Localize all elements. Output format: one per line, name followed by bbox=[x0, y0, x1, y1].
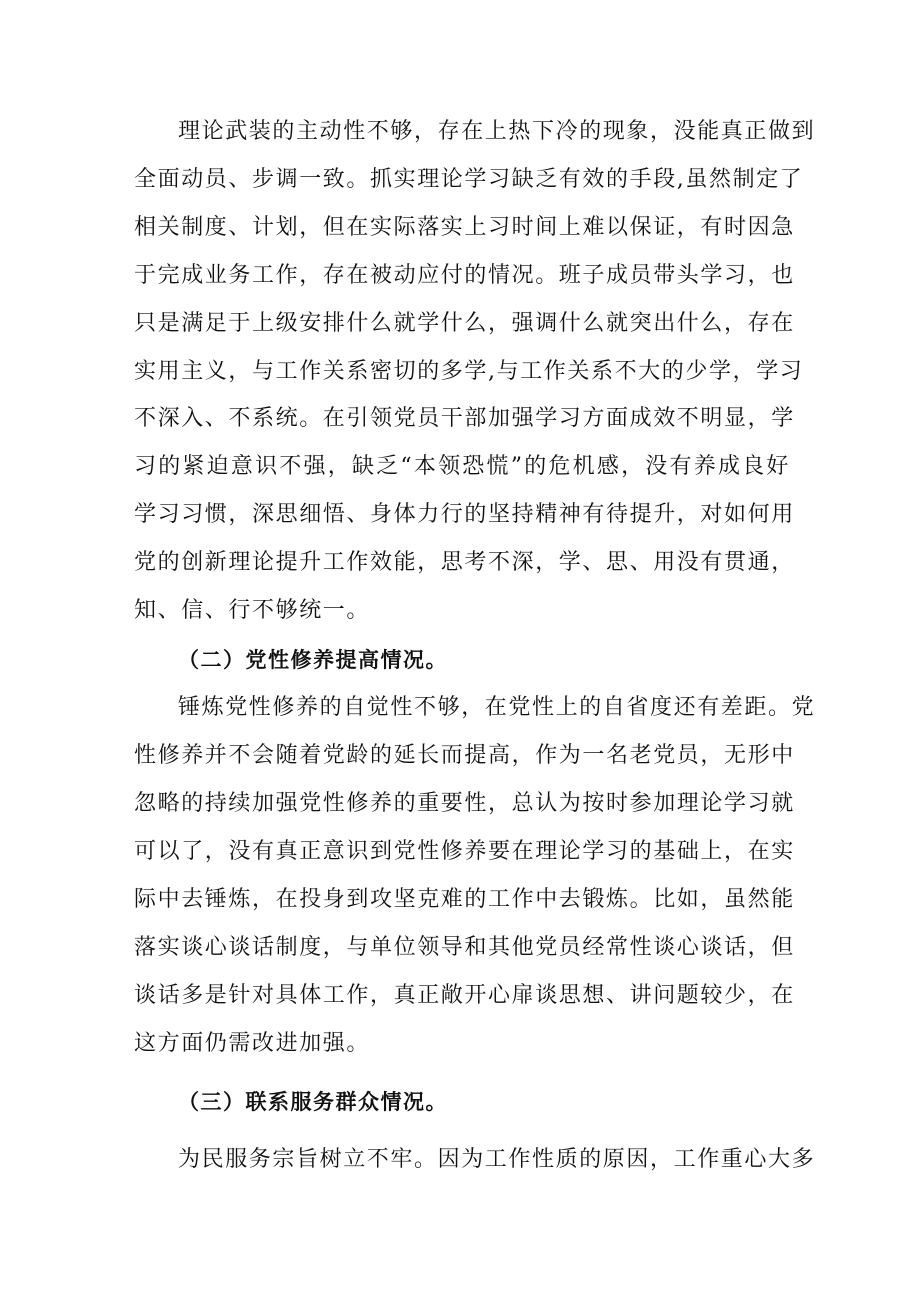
paragraph-2-line-2: 性修养并不会随着党龄的延长而提高，作为一名老党员，无形中 bbox=[134, 743, 795, 768]
paragraph-3-line-1: 为民服务宗旨树立不牢。因为工作性质的原因，工作重心大多 bbox=[178, 1147, 816, 1172]
paragraph-2-line-4: 可以了，没有真正意识到党性修养要在理论学习的基础上，在实 bbox=[134, 839, 795, 864]
paragraph-2-line-7: 谈话多是针对具体工作，真正敞开心扉谈思想、讲问题较少，在 bbox=[134, 983, 795, 1008]
paragraph-1-line-11: 知、信、行不够统一。 bbox=[134, 598, 371, 623]
section-heading-party-spirit: （二）党性修养提高情况。 bbox=[178, 648, 448, 672]
paragraph-1-line-7: 不深入、不系统。在引领党员干部加强学习方面成效不明显，学 bbox=[134, 406, 795, 431]
paragraph-1-line-8: 习的紧迫意识不强，缺乏“本领恐慌”的危机感，没有养成良好 bbox=[134, 454, 790, 479]
paragraph-2-line-1: 锤炼党性修养的自觉性不够，在党性上的自省度还有差距。党 bbox=[178, 695, 816, 720]
paragraph-1-line-9: 学习习惯，深思细悟、身体力行的坚持精神有待提升，对如何用 bbox=[134, 502, 795, 527]
section-heading-serve-masses: （三）联系服务群众情况。 bbox=[178, 1090, 448, 1114]
paragraph-2-line-8: 这方面仍需改进加强。 bbox=[134, 1031, 371, 1056]
paragraph-2-line-3: 忽略的持续加强党性修养的重要性，总认为按时参加理论学习就 bbox=[134, 791, 795, 816]
paragraph-1-line-5: 只是满足于上级安排什么就学什么，强调什么就突出什么，存在 bbox=[134, 311, 795, 336]
paragraph-1-line-2: 全面动员、步调一致。抓实理论学习缺乏有效的手段,虽然制定了 bbox=[134, 167, 804, 192]
paragraph-1-line-3: 相关制度、计划，但在实际落实上习时间上难以保证，有时因急 bbox=[134, 215, 795, 240]
paragraph-1-line-4: 于完成业务工作，存在被动应付的情况。班子成员带头学习，也 bbox=[134, 263, 795, 288]
paragraph-1-line-10: 党的创新理论提升工作效能，思考不深，学、思、用没有贯通， bbox=[134, 550, 795, 575]
paragraph-2-line-5: 际中去锤炼，在投身到攻坚克难的工作中去锻炼。比如，虽然能 bbox=[134, 887, 795, 912]
paragraph-1-line-1: 理论武装的主动性不够，存在上热下冷的现象，没能真正做到 bbox=[178, 119, 816, 144]
paragraph-1-line-6: 实用主义，与工作关系密切的多学,与工作关系不大的少学，学习 bbox=[134, 359, 804, 384]
paragraph-2-line-6: 落实谈心谈话制度，与单位领导和其他党员经常性谈心谈话，但 bbox=[134, 935, 795, 960]
